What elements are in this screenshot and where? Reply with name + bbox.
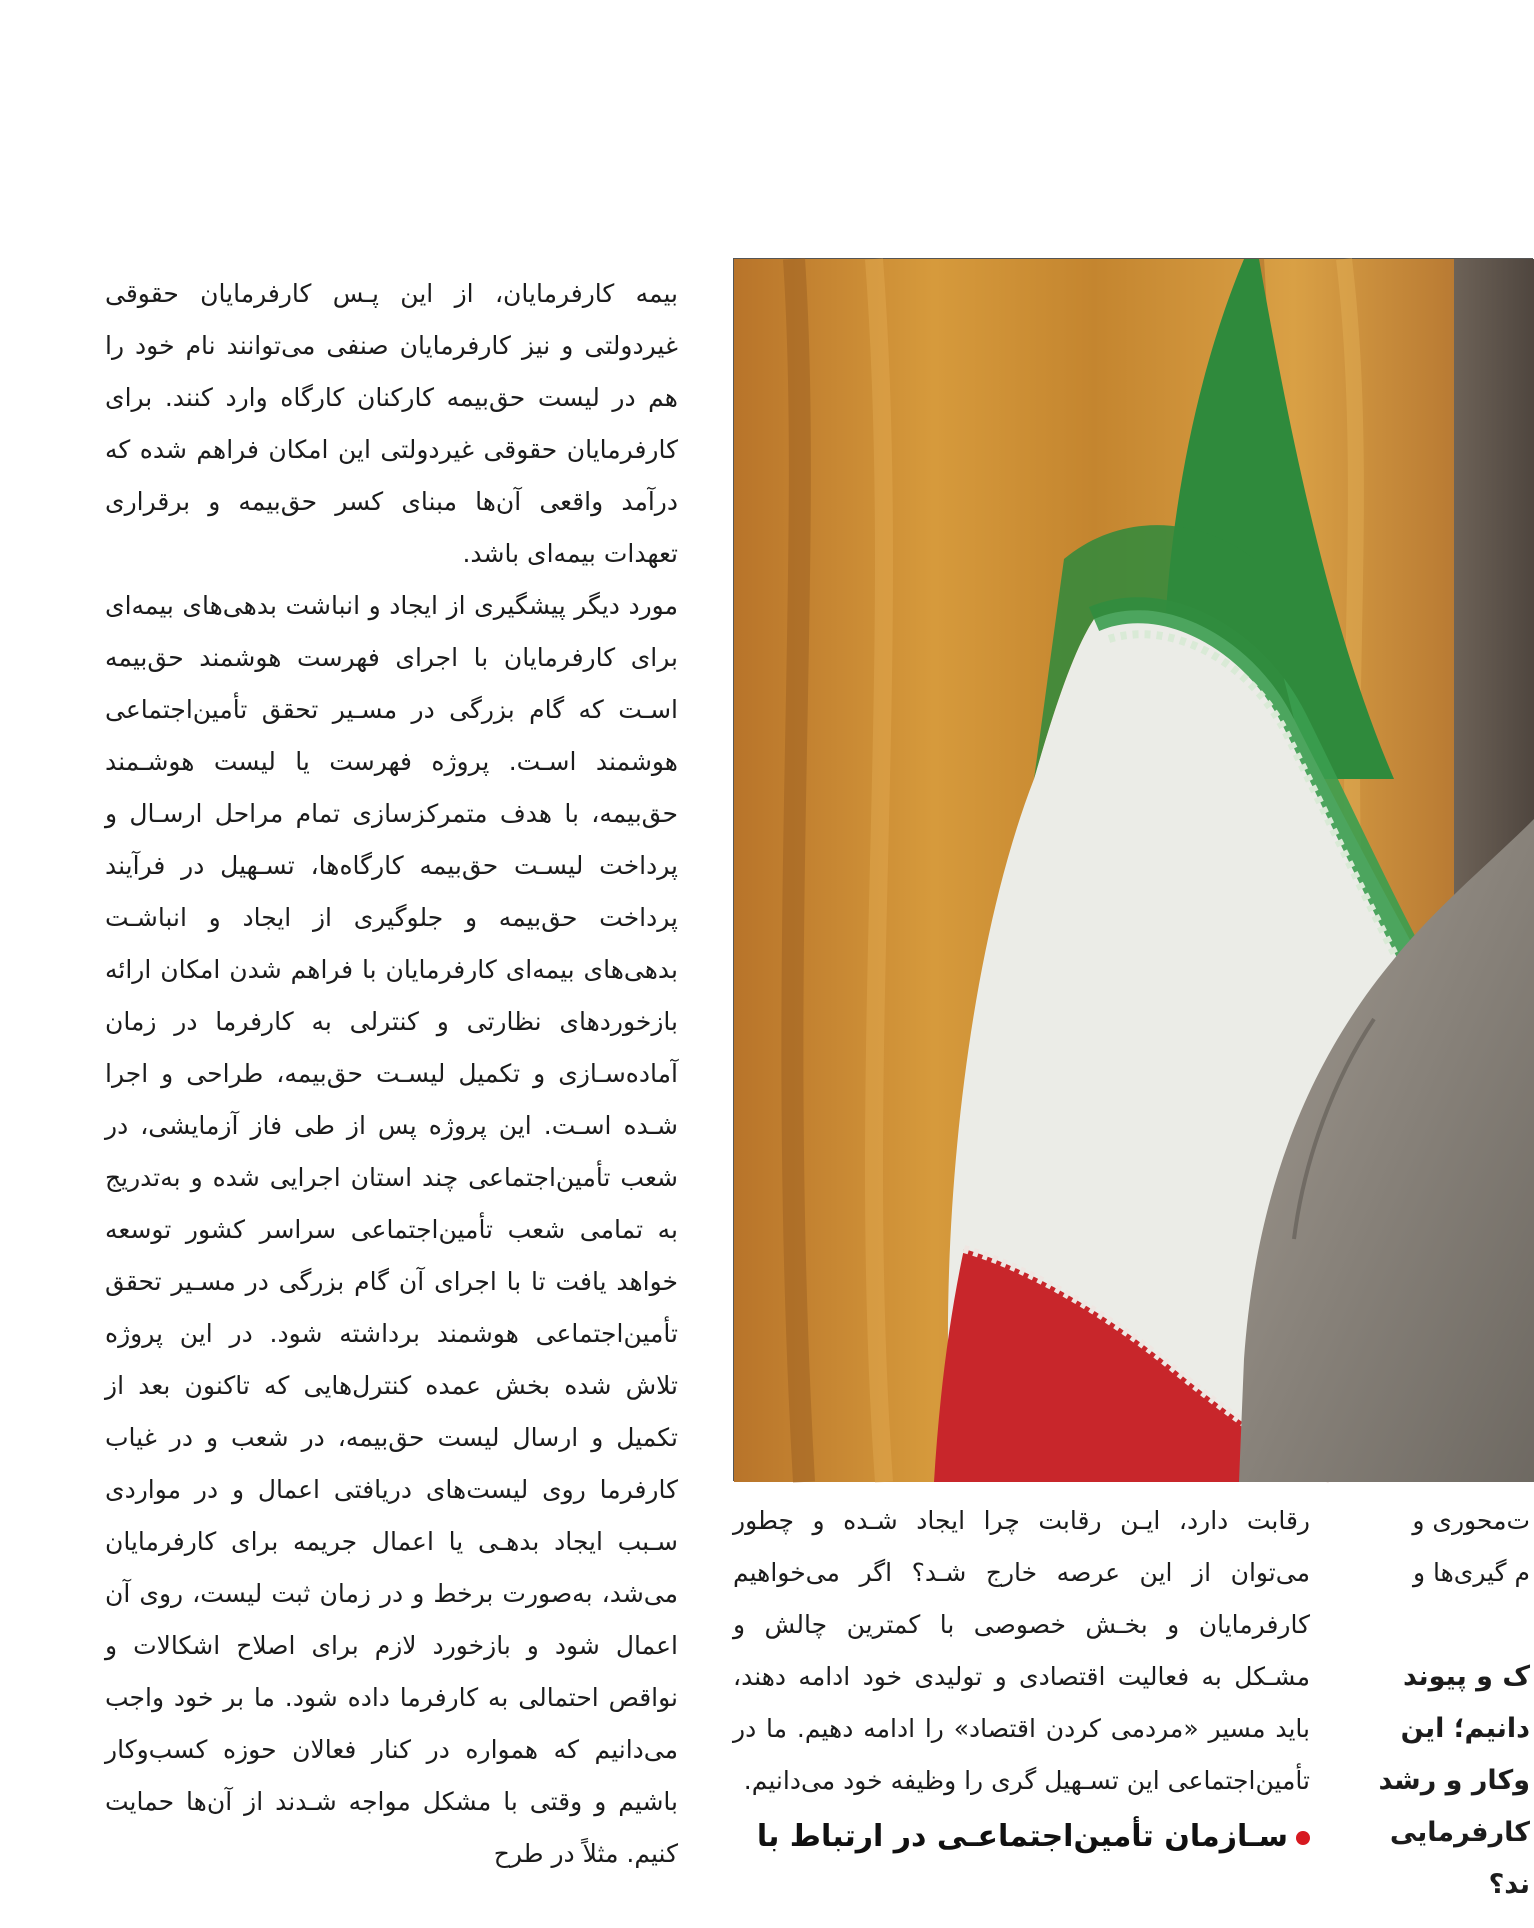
- right-bold-line-1: ک و پیوند: [1402, 1661, 1530, 1692]
- article-middle-column: [733, 1495, 1310, 1863]
- question-heading: [733, 1811, 1310, 1863]
- question-bullet-icon: [1296, 1831, 1310, 1845]
- right-bold-line-5: ند؟: [1488, 1869, 1530, 1900]
- right-line-1: ت‌محوری و: [1412, 1506, 1530, 1535]
- right-bold-line-3: وکار و رشد: [1378, 1765, 1530, 1796]
- right-bold-line-2: دانیم؛ این: [1400, 1713, 1530, 1744]
- article-photo: [733, 258, 1533, 1481]
- article-paragraph-2: مورد دیگر پیشگیری از ایجاد و انباشت بدهی‌های بیمه‌ای برای کارفرمایان با اجرای فهرست هوشمند حق‌بیمه اسـت که گام بزرگی در مسـیر تحقق تأمین‌اجتماعی هوشمند اسـت. پروژه فهرست یا لیست هوشـمند حق‌بیمه، با هدف متمرکزسازی تمام مراحل ارسـال و پرداخت لیسـت حق‌بیمه کارگاه‌ها، تسـهیل در فرآیند پرداخت حق‌بیمه و جلوگیری از ایجاد و انباشـت بدهی‌های بیمه‌ای کارفرمایان با فراهم شدن امکان ارائه بازخوردهای نظارتی و کنترلی به کارفرما در زمان آماده‌سـازی و تکمیل لیسـت حق‌بیمه، طراحی و اجرا شـده اسـت. این پروژه پس از طی فاز آزمایشی، در شعب تأمین‌اجتماعی چند استان اجرایی شده و به‌تدریج به تمامی شعب تأمین‌اجتماعی سراسر کشور توسعه خواهد یافت تا با اجرای آن گام بزرگی در مسـیر تحقق تأمین‌اجتماعی هوشمند برداشته شود. در این پروژه تلاش شده بخش عمده کنترل‌هایی که تاکنون بعد از تکمیل و ارسال لیست حق‌بیمه، در شعب و در غیاب کارفرما روی لیست‌های دریافتی اعمال و در مواردی سـبب ایجاد بدهـی یا اعمال جریمه برای کارفرمایان می‌شد، به‌صورت برخط و در زمان ثبت لیست، روی آن اعمال شود و بازخورد لازم برای اصلاح اشکالات و نواقص احتمالی به کارفرما داده شود. ما بر خود واجب می‌دانیم که همواره در کنار فعالان حوزه کسب‌وکار باشیم و وقتی با مشکل مواجه شـدند از آن‌ها حمایت کنیم. مثلاً در طرح: [105, 591, 678, 1868]
- article-right-column: [1360, 1495, 1530, 1911]
- article-paragraph-3: رقابت دارد، ایـن رقابت چرا ایجاد شـده و چطور می‌توان از این عرصه خارج شـد؟ اگر می‌خواهیم کارفرمایان و بخـش خصوصی با کمترین چالش و مشـکل به فعالیت اقتصادی و تولیدی خود ادامه دهند، باید مسیر «مردمی کردن اقتصاد» را ادامه دهیم. ما در تأمین‌اجتماعی این تسـهیل گری را وظیفه خود می‌دانیم.: [733, 1506, 1310, 1795]
- flag-photo-illustration: [734, 259, 1534, 1482]
- question-heading-text: سـازمان تأمین‌اجتماعـی در ارتباط با: [756, 1819, 1288, 1854]
- right-bold-line-4: کارفرمایی: [1389, 1817, 1530, 1848]
- article-left-column: [105, 268, 678, 1880]
- article-paragraph-1: بیمه کارفرمایان، از این پـس کارفرمایان حقوقی غیردولتی و نیز کارفرمایان صنفی می‌توانند نام خود را هم در لیست حق‌بیمه کارکنان کارگاه وارد کنند. برای کارفرمایان حقوقی غیردولتی این امکان فراهم شده که درآمد واقعی آن‌ها مبنای کسر حق‌بیمه و برقراری تعهدات بیمه‌ای باشد.: [105, 279, 678, 568]
- right-line-2: م گیری‌ها و: [1412, 1558, 1530, 1587]
